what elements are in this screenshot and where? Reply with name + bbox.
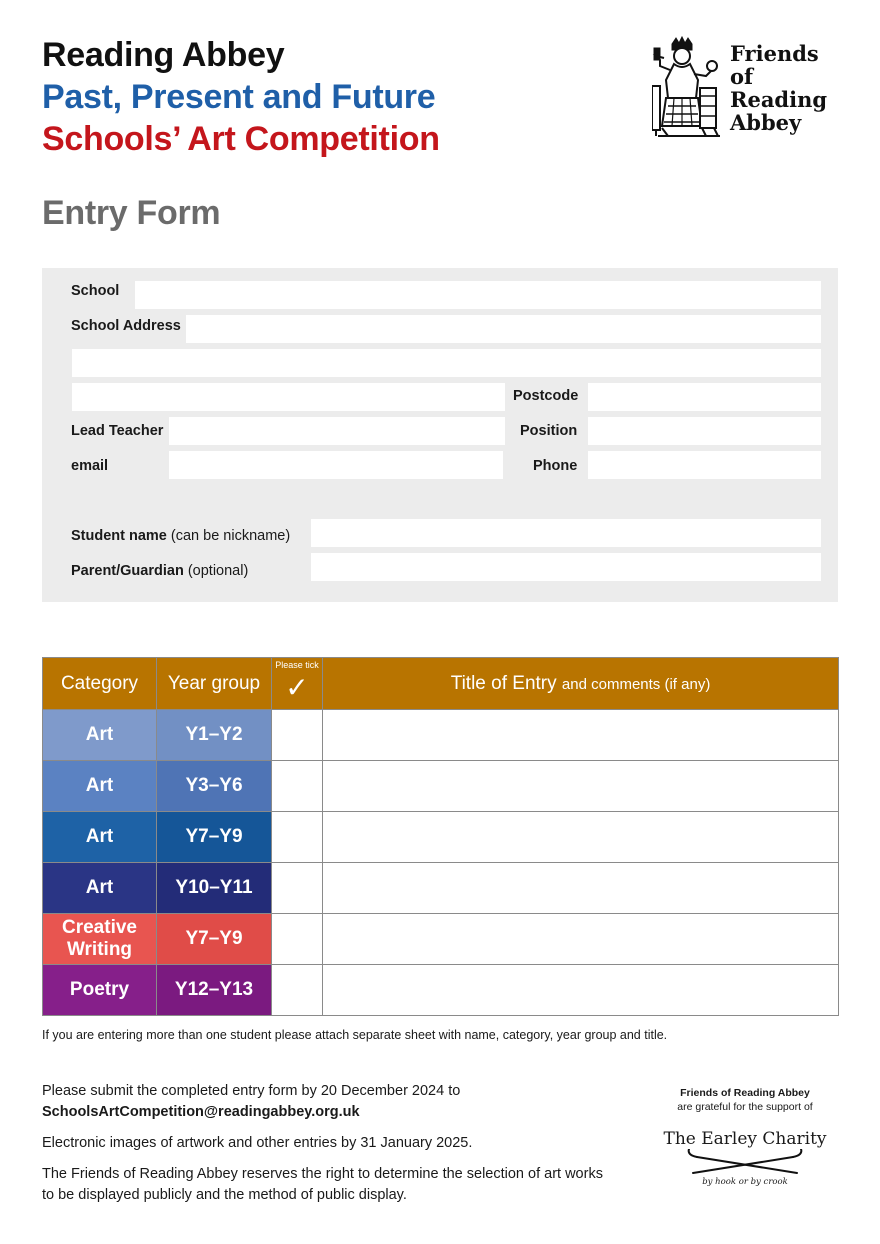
friends-logo	[652, 36, 852, 140]
table-header-row	[43, 658, 839, 710]
crossed-crooks-icon	[685, 1149, 805, 1175]
category-cell: Art	[43, 863, 157, 914]
category-cell: Art	[43, 710, 157, 761]
table-row	[43, 863, 839, 914]
email-label: email	[71, 458, 109, 474]
table-row	[43, 914, 839, 965]
category-cell: Poetry	[43, 965, 157, 1016]
year-group-cell: Y1–Y2	[157, 710, 272, 761]
title-reading-abbey: Reading Abbey	[42, 36, 285, 74]
crowned-seated-figure-icon	[652, 36, 724, 138]
tick-icon: ✓	[285, 671, 309, 703]
year-group-cell: Y7–Y9	[157, 914, 272, 965]
category-cell: Creative Writing	[43, 914, 157, 965]
title-past-present-future: Past, Present and Future	[42, 78, 436, 116]
school-address-line1-field[interactable]	[186, 315, 821, 343]
phone-label: Phone	[533, 458, 578, 474]
tick-box-cell[interactable]	[272, 863, 323, 914]
column-header-year-group: Year group	[157, 658, 272, 710]
logo-wordmark	[730, 42, 827, 134]
column-header-title: Title of Entry and comments (if any)	[323, 658, 839, 710]
logo-line: Reading	[730, 87, 828, 112]
school-details-panel	[42, 268, 838, 602]
parent-guardian-field[interactable]	[311, 553, 821, 581]
tick-box-cell[interactable]	[272, 965, 323, 1016]
position-field[interactable]	[588, 417, 821, 445]
logo-line: Friends	[730, 41, 819, 66]
tick-box-cell[interactable]	[272, 914, 323, 965]
page-title: Entry Form	[42, 194, 221, 232]
tick-box-cell[interactable]	[272, 812, 323, 863]
logo-line: Abbey	[730, 110, 802, 135]
year-group-cell: Y7–Y9	[157, 812, 272, 863]
lead-teacher-field[interactable]	[169, 417, 505, 445]
table-row	[43, 710, 839, 761]
submit-email-link[interactable]: SchoolsArtCompetition@readingabbey.org.uk	[42, 1104, 360, 1120]
sponsor-heading: Friends of Reading Abbey	[680, 1087, 810, 1099]
table-row	[43, 761, 839, 812]
school-address-line2-field[interactable]	[72, 349, 821, 377]
earley-charity-tagline: by hook or by crook	[702, 1177, 788, 1187]
title-entry-cell[interactable]	[323, 761, 839, 812]
year-group-cell: Y10–Y11	[157, 863, 272, 914]
title-entry-cell[interactable]	[323, 914, 839, 965]
parent-guardian-label: Parent/Guardian (optional)	[71, 563, 249, 579]
student-name-label: Student name (can be nickname)	[71, 528, 291, 544]
submission-instructions	[42, 1081, 612, 1216]
title-entry-cell[interactable]	[323, 965, 839, 1016]
multiple-students-note: If you are entering more than one student please attach separate sheet with name, category, year group and title.	[42, 1028, 668, 1042]
logo-line: of	[730, 64, 754, 89]
tick-box-cell[interactable]	[272, 710, 323, 761]
postcode-field[interactable]	[588, 383, 821, 411]
student-name-field[interactable]	[311, 519, 821, 547]
electronic-images-text: Electronic images of artwork and other entries by 31 January 2025.	[42, 1135, 473, 1151]
table-row	[43, 812, 839, 863]
submit-deadline-text: Please submit the completed entry form by 20 December 2024 to	[42, 1083, 461, 1099]
year-group-cell: Y3–Y6	[157, 761, 272, 812]
column-header-category: Category	[43, 658, 157, 710]
email-field[interactable]	[169, 451, 503, 479]
tick-box-cell[interactable]	[272, 761, 323, 812]
title-art-competition: Schools’ Art Competition	[42, 120, 440, 158]
school-label: School	[71, 283, 120, 299]
title-entry-cell[interactable]	[323, 863, 839, 914]
position-label: Position	[520, 423, 578, 439]
please-tick-caption: Please tick	[275, 660, 319, 670]
postcode-label: Postcode	[513, 388, 579, 404]
column-header-tick	[272, 658, 323, 710]
earley-charity-name: The Earley Charity	[663, 1129, 827, 1149]
phone-field[interactable]	[588, 451, 821, 479]
school-field[interactable]	[135, 281, 821, 309]
title-entry-cell[interactable]	[323, 812, 839, 863]
category-cell: Art	[43, 812, 157, 863]
title-entry-cell[interactable]	[323, 710, 839, 761]
sponsor-thanks: are grateful for the support of	[677, 1101, 813, 1113]
entry-table	[42, 657, 839, 1016]
lead-teacher-label: Lead Teacher	[71, 423, 164, 439]
year-group-cell: Y12–Y13	[157, 965, 272, 1016]
table-row	[43, 965, 839, 1016]
sponsor-block	[662, 1087, 828, 1187]
category-cell: Art	[43, 761, 157, 812]
school-address-line3-field[interactable]	[72, 383, 505, 411]
title-block	[42, 34, 440, 160]
display-rights-text: The Friends of Reading Abbey reserves the right to determine the selection of art works to be displayed publicly and the method of public display.	[42, 1166, 603, 1203]
school-address-label: School Address	[71, 318, 181, 334]
